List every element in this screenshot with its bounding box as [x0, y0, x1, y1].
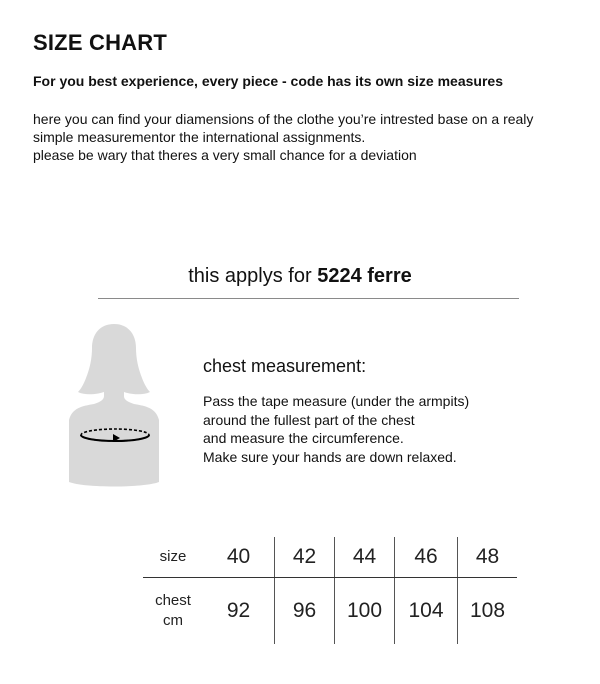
instruction-line: Make sure your hands are down relaxed.: [203, 448, 457, 465]
page-title: SIZE CHART: [33, 30, 167, 55]
chest-row: [143, 578, 517, 645]
size-label: size: [143, 537, 203, 578]
measurement-instructions: [203, 392, 469, 466]
applies-prefix: this applys for: [188, 265, 318, 287]
chest-label-text: chest: [155, 592, 191, 609]
chest-silhouette-icon: [64, 320, 164, 492]
instruction-line: around the fullest part of the chest: [203, 411, 415, 428]
divider: [98, 298, 519, 299]
chest-cell: 92: [226, 599, 251, 622]
intro-text: [33, 110, 593, 164]
measurement-title: chest measurement:: [203, 356, 367, 376]
chest-unit-label: cm: [163, 612, 183, 629]
product-code: 5224 ferre: [317, 265, 412, 287]
intro-line: please be wary that theres a very small chance for a deviation: [33, 147, 417, 163]
applies-heading: [0, 265, 600, 288]
size-cell: 44: [335, 537, 395, 578]
chest-label: [143, 578, 203, 645]
size-cell: 48: [458, 537, 518, 578]
chest-cell: 108: [458, 578, 518, 645]
size-table: [143, 537, 517, 644]
page-subtitle: For you best experience, every piece - code has its own size measures: [33, 73, 503, 89]
instruction-line: and measure the circumference.: [203, 430, 404, 446]
instruction-line: Pass the tape measure (under the armpits): [203, 393, 470, 409]
chest-cell: 96: [275, 578, 335, 645]
size-row: [143, 537, 517, 578]
size-cell: 46: [395, 537, 458, 578]
intro-line: here you can find your diamensions of the clothe you’re intrested base on a realy: [33, 111, 534, 127]
intro-line: simple measurementor the international assignments.: [33, 129, 366, 145]
chest-cell: 104: [395, 578, 458, 645]
size-cell: 40: [203, 537, 275, 578]
chest-cell: 100: [335, 578, 395, 645]
size-cell: 42: [275, 537, 335, 578]
